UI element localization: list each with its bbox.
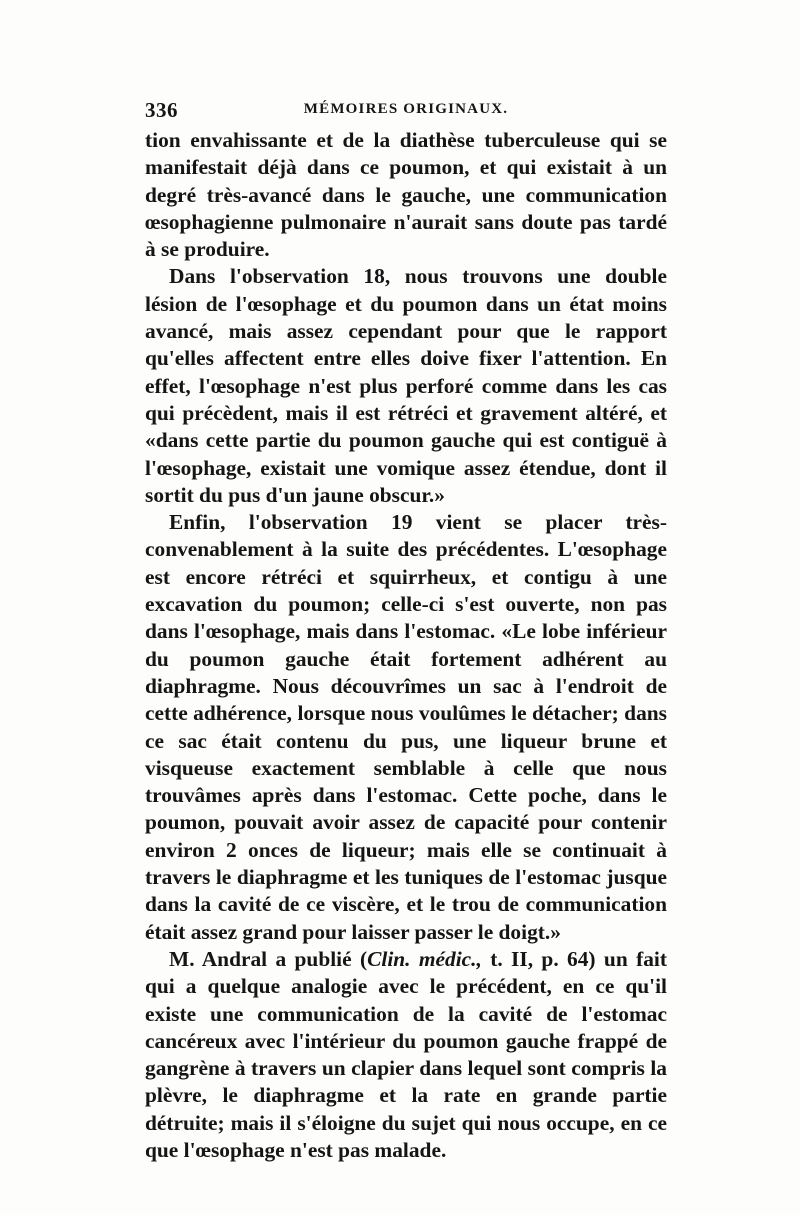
running-title: MÉMOIRES ORIGINAUX.: [303, 101, 509, 117]
paragraph-3: Enfin, l'observation 19 vient se placer très-convenablement à la suite des précédentes. L'œsophage est encore rétréci et squirrheux, et contigu à une excavation du poumon; celle-ci s'est ouverte, non pas dans l'œsophage, mais dans l'estomac. «Le lobe inférieur du poumon gauche était fortement adhérent au diaphragme. Nous découvrîmes un sac à l'endroit de cette adhérence, lorsque nous voulûmes le détacher; dans ce sac était contenu du pus, une liqueur brune et visqueuse exactement semblable à celle que nous trouvâmes après dans l'estomac. Cette poche, dans le poumon, pouvait avoir assez de capacité pour contenir environ 2 onces de liqueur; mais elle se continuait à travers le diaphragme et les tuniques de l'estomac jusque dans la cavité de ce viscère, et le trou de communication était assez grand pour laisser passer le doigt.»: [145, 510, 667, 944]
body-text: [145, 127, 667, 1164]
paragraph-1: tion envahissante et de la diathèse tuberculeuse qui se manifestait déjà dans ce poumon, et qui existait à un degré très-avancé dans le gauche, une communication œsophagienne pulmonaire n'aurait sans doute pas tardé à se produire.: [145, 128, 667, 262]
paragraph-4: [145, 946, 667, 1164]
book-page: [145, 98, 667, 1164]
citation-title: Clin. médic.,: [367, 946, 482, 971]
page-number: 336: [145, 98, 178, 122]
paragraph-2: Dans l'observation 18, nous trouvons une double lésion de l'œsophage et du poumon dans un état moins avancé, mais assez cependant pour que le rapport qu'elles affectent entre elles doive fixer l'attention. En effet, l'œsophage n'est plus perforé comme dans les cas qui précèdent, mais il est rétréci et gravement altéré, et «dans cette partie du poumon gauche qui est contiguë à l'œsophage, existait une vomique assez étendue, dont il sortit du pus d'un jaune obscur.»: [145, 264, 667, 507]
paragraph-4-rest: t. II, p. 64) un fait qui a quelque analogie avec le précédent, en ce qu'il existe une communication de la cavité de l'estomac cancéreux avec l'intérieur du poumon gauche frappé de gangrène à travers un clapier dans lequel sont compris la plèvre, le diaphragme et la rate en grande partie détruite; mais il s'éloigne du sujet qui nous occupe, en ce que l'œsophage n'est pas malade.: [145, 946, 667, 1162]
paragraph-4-start: M. Andral a publié (: [169, 946, 368, 971]
running-header: [145, 98, 667, 124]
